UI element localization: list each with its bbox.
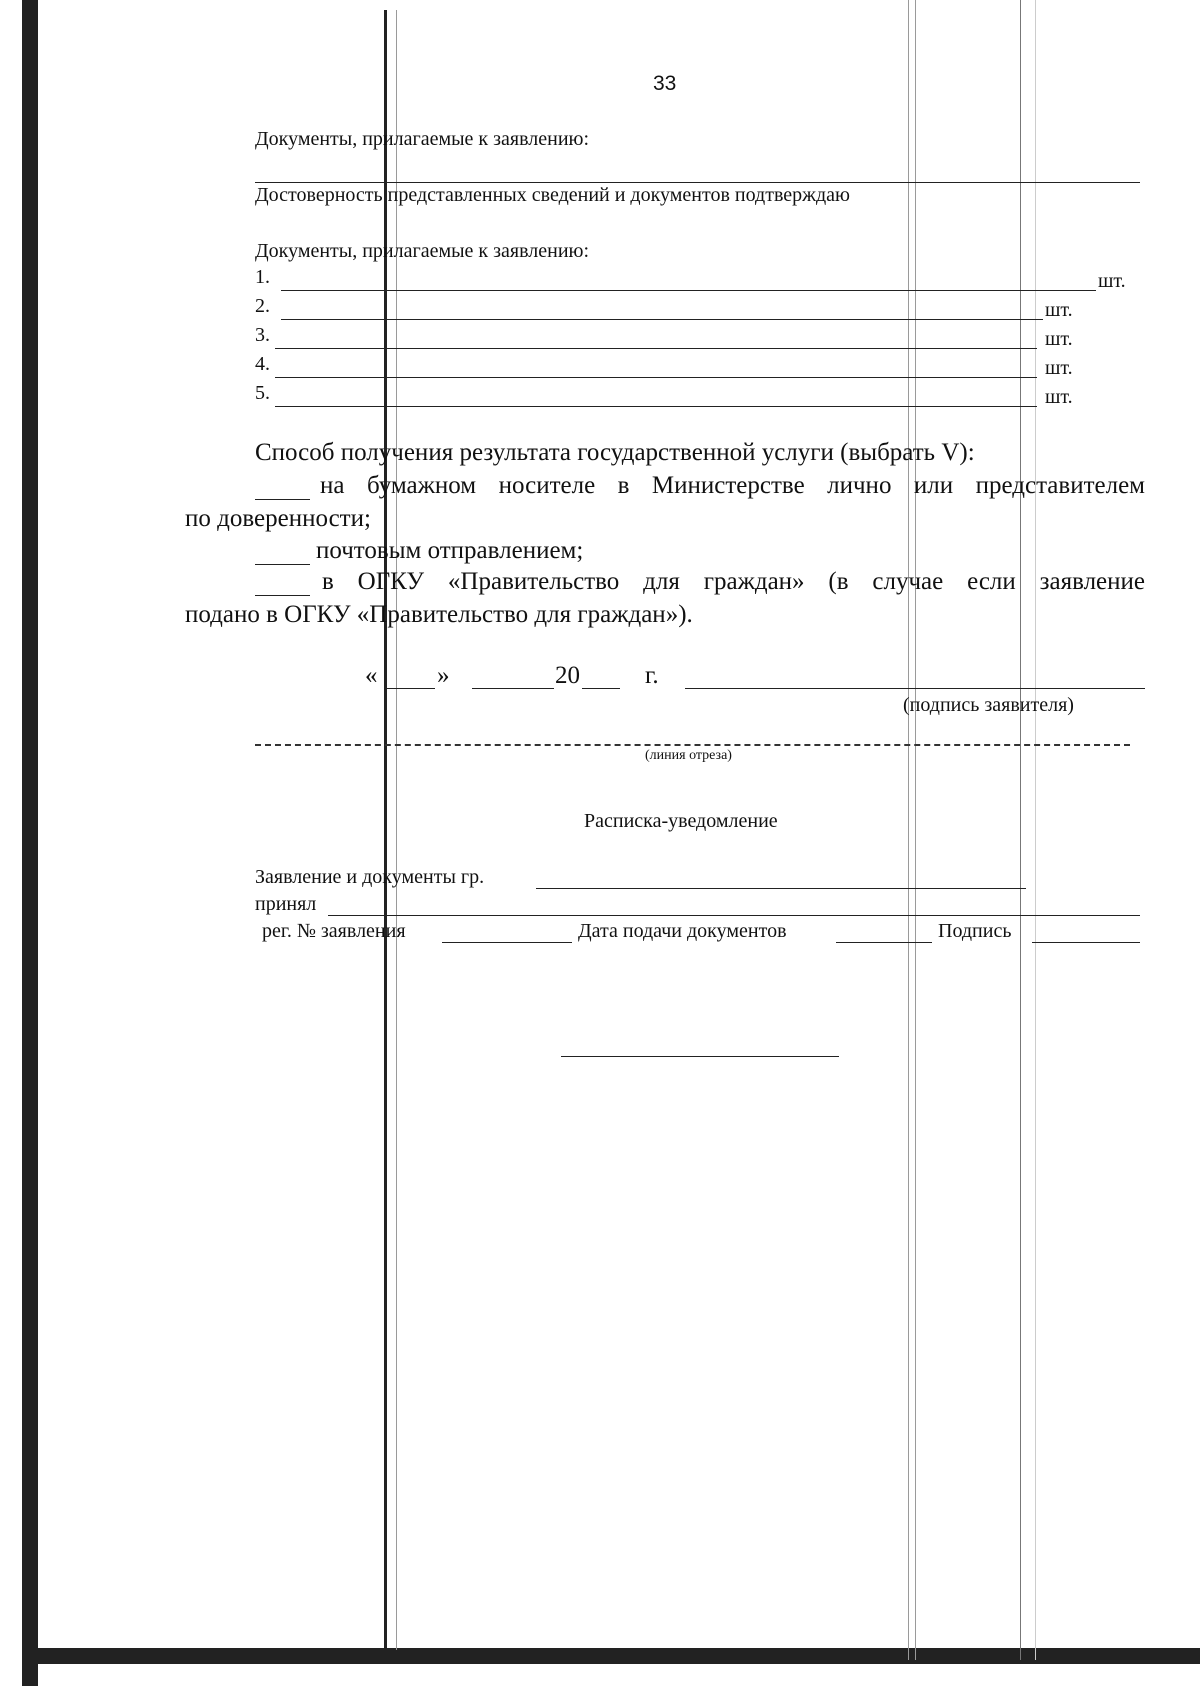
receipt-accepted-line[interactable]	[328, 915, 1140, 916]
signature-line[interactable]	[685, 688, 1145, 689]
checkbox-line-ogku[interactable]	[255, 595, 310, 596]
receipt-date-line[interactable]	[836, 942, 932, 943]
doc-number: 1.	[255, 266, 270, 288]
scan-faint-line	[1035, 0, 1036, 1660]
doc-number: 3.	[255, 324, 270, 346]
page-number: 33	[653, 72, 677, 95]
receipt-applicant-line[interactable]	[536, 888, 1026, 889]
receipt-accepted-label: принял	[255, 893, 317, 915]
checkbox-line-paper[interactable]	[255, 499, 310, 500]
cut-line	[255, 744, 1130, 746]
date-year-line[interactable]	[582, 688, 620, 689]
receipt-applicant-label: Заявление и документы гр.	[255, 866, 485, 888]
doc-unit: шт.	[1045, 357, 1073, 379]
date-day-line[interactable]	[385, 688, 435, 689]
doc-unit: шт.	[1098, 270, 1126, 292]
confirmation-text: Достоверность представленных сведений и документов подтверждаю	[255, 184, 850, 206]
scan-faint-line	[915, 0, 916, 1660]
receipt-date-label: Дата подачи документов	[578, 920, 787, 942]
attached-documents-label: Документы, прилагаемые к заявлению:	[255, 128, 590, 150]
doc-unit: шт.	[1045, 386, 1073, 408]
scan-left-edge	[22, 0, 38, 1686]
option-post: почтовым отправлением;	[316, 537, 584, 564]
doc-number: 5.	[255, 382, 270, 404]
receipt-reg-label: рег. № заявления	[262, 920, 406, 942]
option-paper-line1: на бумажном носителе в Министерстве лично или представителем	[320, 472, 1145, 499]
doc-fill-line	[275, 348, 1037, 349]
receipt-sign-label: Подпись	[938, 920, 1012, 942]
doc-number: 2.	[255, 295, 270, 317]
receipt-title: Расписка-уведомление	[584, 810, 778, 832]
attached-documents-label: Документы, прилагаемые к заявлению:	[255, 240, 590, 262]
date-close-quote: »	[437, 662, 450, 689]
date-open-quote: «	[365, 662, 378, 689]
option-ogku-line1: в ОГКУ «Правительство для граждан» (в случае если заявление	[322, 568, 1145, 595]
scan-faint-line	[1020, 0, 1021, 1660]
fill-line	[255, 182, 1140, 183]
signature-caption: (подпись заявителя)	[903, 694, 1074, 716]
cut-line-caption: (линия отреза)	[645, 748, 732, 763]
receipt-sign-line[interactable]	[1032, 942, 1140, 943]
option-paper-line2: по доверенности;	[185, 505, 371, 532]
doc-fill-line	[281, 290, 1096, 291]
checkbox-line-post[interactable]	[255, 564, 310, 565]
doc-fill-line	[275, 377, 1037, 378]
doc-fill-line	[281, 319, 1043, 320]
doc-number: 4.	[255, 353, 270, 375]
closing-rule	[561, 1056, 839, 1057]
doc-unit: шт.	[1045, 328, 1073, 350]
date-year-prefix: 20	[555, 662, 580, 689]
method-title: Способ получения результата государственной услуги (выбрать V):	[255, 439, 975, 466]
doc-fill-line	[275, 406, 1037, 407]
date-month-line[interactable]	[472, 688, 554, 689]
scan-bottom-edge	[28, 1648, 1200, 1664]
option-ogku-line2: подано в ОГКУ «Правительство для граждан»).	[185, 601, 693, 628]
doc-unit: шт.	[1045, 299, 1073, 321]
receipt-reg-line[interactable]	[442, 942, 572, 943]
scan-faint-line	[908, 0, 909, 1660]
date-year-suffix: г.	[645, 662, 659, 689]
